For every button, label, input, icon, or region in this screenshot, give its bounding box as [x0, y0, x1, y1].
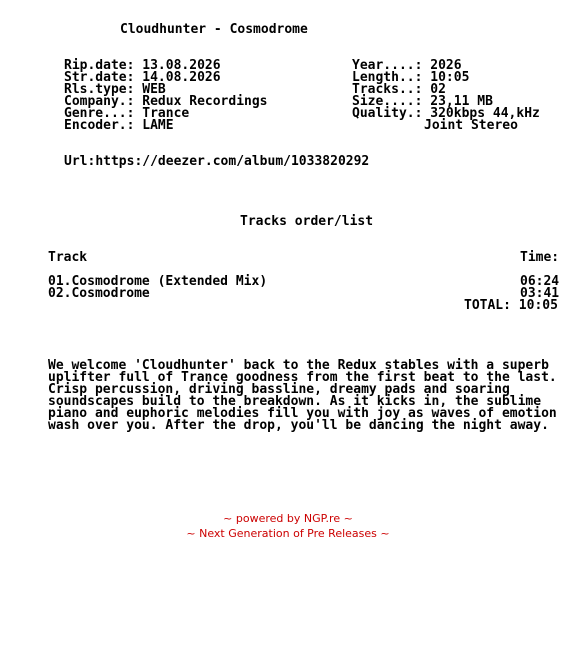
info-encoder: Encoder.: LAME	[64, 118, 174, 133]
info-genre: Genre...: Trance	[64, 106, 190, 121]
track-1-name: 01.Cosmodrome (Extended Mix)	[48, 274, 268, 289]
info-tracks: Tracks..: 02	[352, 82, 446, 97]
info-length: Length..: 10:05	[352, 70, 470, 85]
info-quality-extra: Joint Stereo	[424, 118, 518, 133]
description-line-3: Crisp percussion, driving bassline, dreamy pads and soaring	[48, 382, 510, 397]
info-str-date: Str.date: 14.08.2026	[64, 70, 221, 85]
info-quality: Quality.: 320kbps 44,kHz	[352, 106, 540, 121]
info-rip-date: Rip.date: 13.08.2026	[64, 58, 221, 73]
tracklist-total: TOTAL: 10:05	[464, 298, 558, 313]
album-url: Url:https://deezer.com/album/1033820292	[64, 154, 370, 169]
release-title: Cloudhunter - Cosmodrome	[120, 22, 308, 37]
track-2-name: 02.Cosmodrome	[48, 286, 150, 301]
description-line-1: We welcome 'Cloudhunter' back to the Redux stables with a superb	[48, 358, 549, 373]
footer-powered-by: ~ powered by NGP.re ~	[223, 512, 353, 525]
track-2-time: 03:41	[520, 286, 560, 301]
footer-tagline: ~ Next Generation of Pre Releases ~	[186, 527, 390, 540]
info-year: Year....: 2026	[352, 58, 462, 73]
track-1-time: 06:24	[520, 274, 560, 289]
info-company: Company.: Redux Recordings	[64, 94, 268, 109]
description-line-5: piano and euphoric melodies fill you with joy as waves of emotion	[48, 406, 557, 421]
col-time-header: Time:	[520, 250, 560, 265]
description-line-2: uplifter full of Trance goodness from the first beat to the last.	[48, 370, 557, 385]
col-track-header: Track	[48, 250, 88, 265]
info-size: Size....: 23,11 MB	[352, 94, 493, 109]
info-rls-type: Rls.type: WEB	[64, 82, 166, 97]
description-line-4: soundscapes build to the breakdown. As it kicks in, the sublime	[48, 394, 542, 409]
description-line-6: wash over you. After the drop, you'll be dancing the night away.	[48, 418, 549, 433]
tracklist-heading: Tracks order/list	[240, 214, 374, 229]
